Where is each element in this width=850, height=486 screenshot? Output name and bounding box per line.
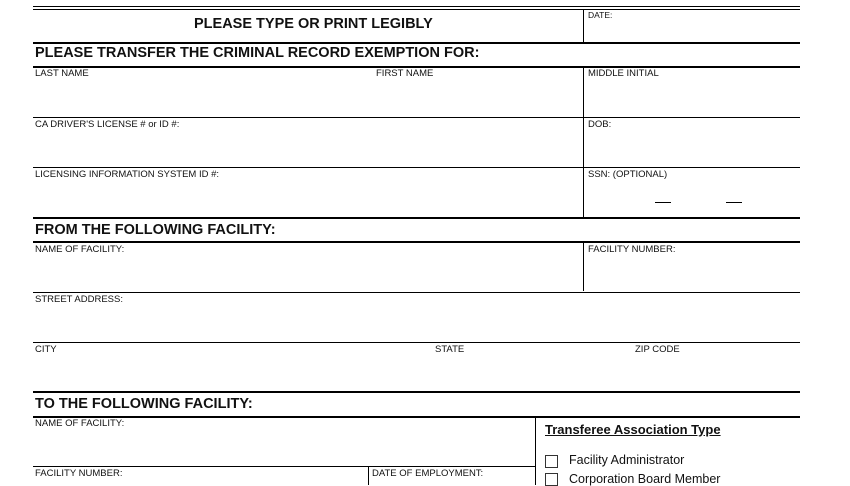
employment-date-divider <box>368 466 369 485</box>
from-facility-number-field[interactable] <box>590 258 795 288</box>
transfer-heading-rule <box>33 42 800 44</box>
to-heading-rule <box>33 391 800 393</box>
dob-field[interactable] <box>590 133 795 165</box>
to-heading-underline <box>33 416 800 418</box>
row-rule-4 <box>33 342 800 343</box>
middle-initial-label: MIDDLE INITIAL <box>588 68 659 79</box>
ssn-dash-2 <box>726 202 742 203</box>
from-facility-divider <box>583 243 584 291</box>
association-divider <box>535 418 536 485</box>
employment-date-label: DATE OF EMPLOYMENT: <box>372 468 484 479</box>
dob-label: DOB: <box>588 119 612 130</box>
ssn-label: SSN: (OPTIONAL) <box>588 169 668 180</box>
drivers-license-label: CA DRIVER'S LICENSE # or ID #: <box>35 119 180 130</box>
facility-administrator-checkbox[interactable] <box>545 455 558 468</box>
top-rule <box>33 6 800 7</box>
last-name-label: LAST NAME <box>35 68 89 79</box>
last-name-field[interactable] <box>36 82 366 114</box>
to-facility-name-field[interactable] <box>36 432 526 462</box>
row-rule-5 <box>33 466 535 467</box>
street-address-label: STREET ADDRESS: <box>35 294 123 305</box>
zip-code-label: ZIP CODE <box>635 344 680 355</box>
city-field[interactable] <box>36 358 426 388</box>
corporation-board-member-checkbox[interactable] <box>545 473 558 486</box>
transfer-heading: PLEASE TRANSFER THE CRIMINAL RECORD EXEMPTION FOR: <box>35 45 480 61</box>
from-facility-name-label: NAME OF FACILITY: <box>35 244 125 255</box>
facility-administrator-option-label: Facility Administrator <box>569 453 685 467</box>
date-label: DATE: <box>588 10 613 20</box>
lis-id-label: LICENSING INFORMATION SYSTEM ID #: <box>35 169 220 180</box>
to-facility-name-label: NAME OF FACILITY: <box>35 418 125 429</box>
row-rule-1 <box>33 117 800 118</box>
lis-id-field[interactable] <box>36 183 576 215</box>
form-title: PLEASE TYPE OR PRINT LEGIBLY <box>194 16 433 32</box>
to-facility-number-label: FACILITY NUMBER: <box>35 468 123 479</box>
row-rule-3 <box>33 292 800 293</box>
to-heading: TO THE FOLLOWING FACILITY: <box>35 396 253 412</box>
corporation-board-member-option-label: Corporation Board Member <box>569 472 721 486</box>
drivers-license-field[interactable] <box>36 133 576 165</box>
association-type-heading: Transferee Association Type <box>545 422 721 437</box>
street-address-field[interactable] <box>36 308 796 340</box>
ssn-field-part-3[interactable] <box>746 188 796 206</box>
date-divider <box>583 9 584 42</box>
from-facility-name-field[interactable] <box>36 258 576 288</box>
middle-initial-field[interactable] <box>590 82 795 114</box>
top-rule-2 <box>33 9 800 10</box>
first-name-field[interactable] <box>376 82 576 114</box>
date-field[interactable] <box>590 22 795 40</box>
middle-initial-divider <box>583 68 584 218</box>
from-heading-underline <box>33 241 800 243</box>
first-name-label: FIRST NAME <box>376 68 434 79</box>
state-label: STATE <box>435 344 465 355</box>
row-rule-2 <box>33 167 800 168</box>
zip-code-field[interactable] <box>635 358 795 388</box>
from-facility-number-label: FACILITY NUMBER: <box>588 244 676 255</box>
state-field[interactable] <box>435 358 625 388</box>
ssn-field-part-1[interactable] <box>590 188 650 206</box>
ssn-field-part-2[interactable] <box>675 188 720 206</box>
from-heading: FROM THE FOLLOWING FACILITY: <box>35 222 276 238</box>
ssn-dash-1 <box>655 202 671 203</box>
from-heading-rule <box>33 217 800 219</box>
city-label: CITY <box>35 344 57 355</box>
